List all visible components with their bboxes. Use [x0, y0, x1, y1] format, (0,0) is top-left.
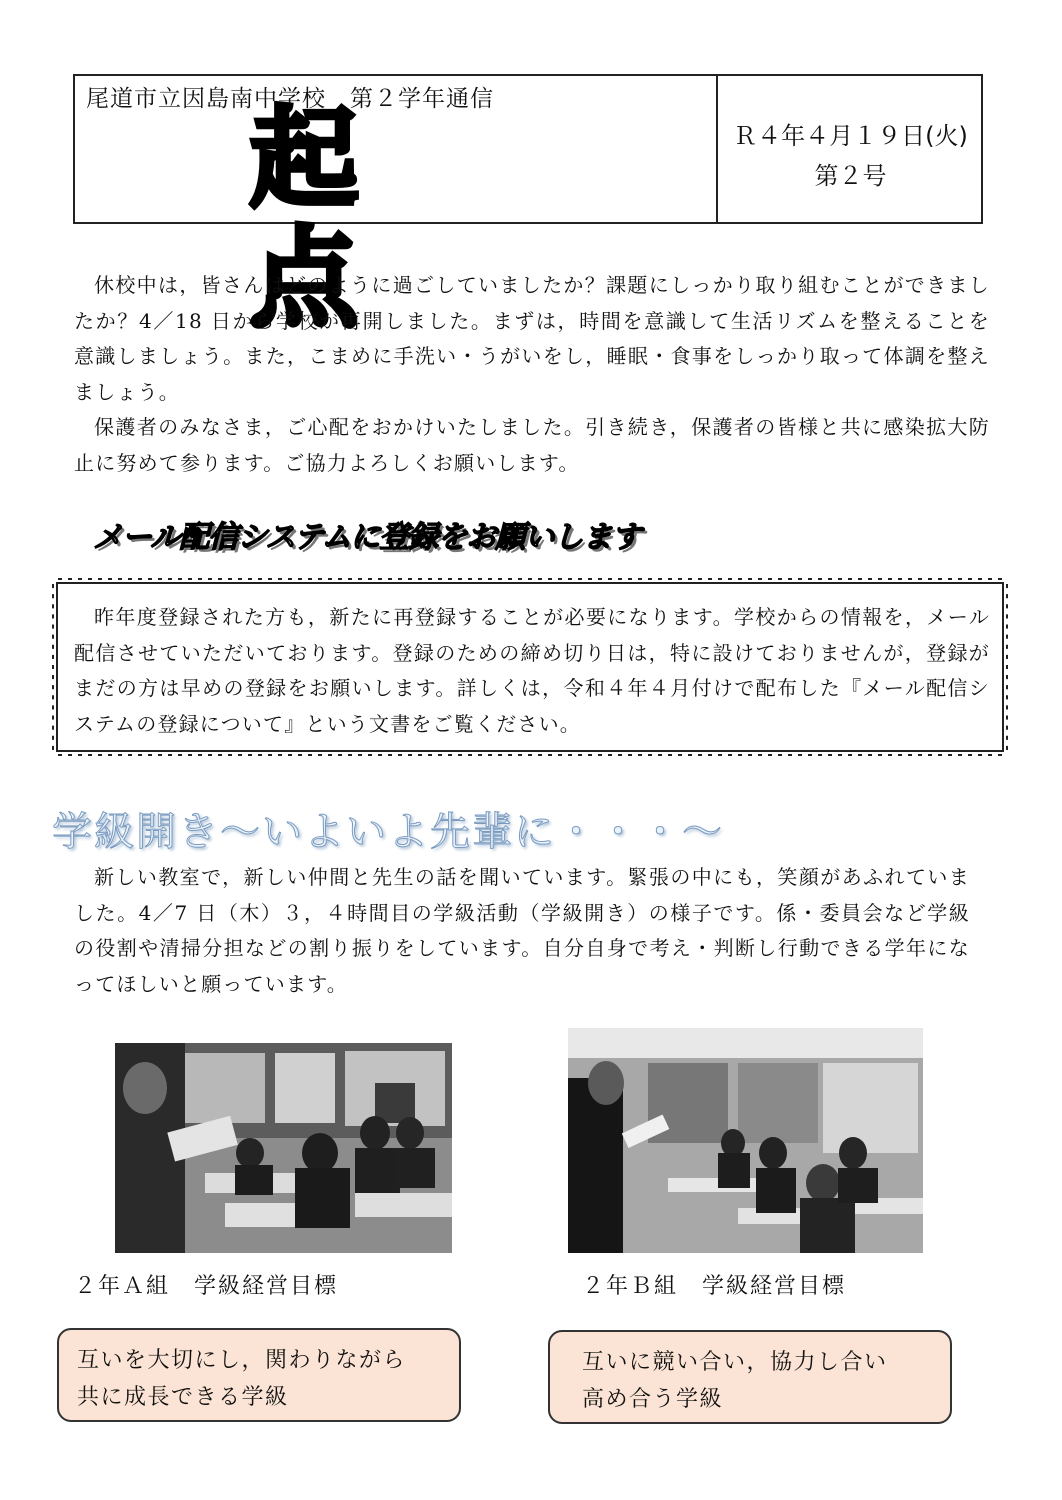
class-b-goal-box — [548, 1330, 952, 1424]
class-b-goal-line-1: 互いに競い合い，協力し合い — [582, 1350, 888, 1375]
class-a-photo — [115, 1043, 452, 1253]
mail-section-heading: メール配信システムに登録をお願いします — [93, 520, 641, 555]
issue-date: Ｒ４年４月１９日(火) — [733, 122, 968, 150]
class-a-caption: ２年Ａ組 学級経営目標 — [74, 1274, 339, 1299]
newsletter-title: 起点 — [250, 97, 419, 342]
class-opening-heading: 学級開き～いよいよ先輩に・・・～ — [52, 809, 724, 855]
class-a-goal-line-1: 互いを大切にし，関わりながら — [77, 1348, 407, 1373]
classroom-photo-b — [568, 1028, 923, 1253]
issue-number: 第２号 — [814, 162, 887, 190]
class-a-goal-box — [57, 1328, 461, 1422]
class-b-caption: ２年Ｂ組 学級経営目標 — [582, 1274, 847, 1299]
class-b-photo — [568, 1028, 923, 1253]
mail-notice-body: 昨年度登録された方も，新たに再登録することが必要になります。学校からの情報を，メール配信させていただいております。登録のための締め切り日は，特に設けておりませんが，登録がまだの方は早めの登録をお願いします。詳しくは，令和４年４月付けで配布した『メール配信システムの登録について』という文書をご覧ください。 — [74, 605, 990, 736]
class-opening-body: 新しい教室で，新しい仲間と先生の話を聞いています。緊張の中にも，笑顔があふれていました。4／7 日（木）３，４時間目の学級活動（学級開き）の様子です。係・委員会など学級の役割や清掃分担などの割り振りをしています。自分自身で考え・判断し行動できる学年になってほしいと願っています。 — [74, 865, 970, 996]
mail-notice-text — [74, 600, 990, 742]
classroom-photo-a — [115, 1043, 452, 1253]
school-name-line: 尾道市立因島南中学校 第２学年通信 — [86, 86, 494, 112]
class-b-goal-line-2: 高め合う学級 — [582, 1387, 724, 1412]
class-a-goal-line-2: 共に成長できる学級 — [77, 1385, 289, 1410]
intro-paragraph-2: 保護者のみなさま，ご心配をおかけいたしました。引き続き，保護者の皆様と共に感染拡大防止に努めて参ります。ご協力よろしくお願いします。 — [74, 415, 990, 475]
intro-section — [74, 268, 990, 481]
class-opening-text — [74, 860, 970, 1002]
intro-paragraph-1: 休校中は，皆さんはどのように過ごしていましたか？課題にしっかり取り組むことができましたか？4／18 日から学校が再開しました。まずは，時間を意識して生活リズムを整えることを意識しましょう。また，こまめに手洗い・うがいをし，睡眠・食事をしっかり取って体調を整えましょう。 — [74, 273, 990, 404]
